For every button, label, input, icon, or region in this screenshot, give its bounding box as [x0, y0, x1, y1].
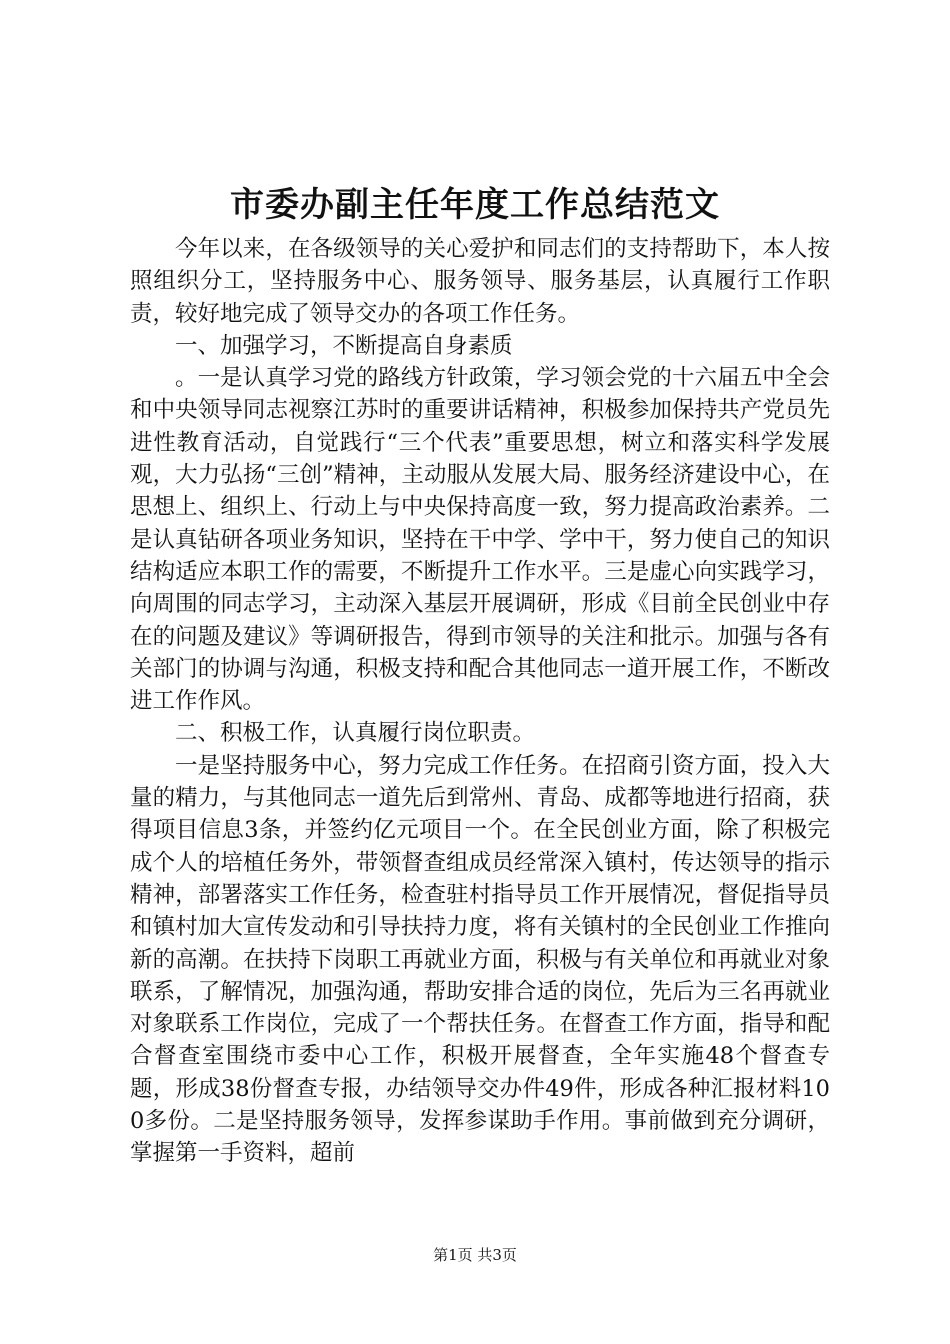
document-title: 市委办副主任年度工作总结范文 [230, 185, 720, 225]
section-heading-1: 一、加强学习，不断提高自身素质 [175, 332, 513, 359]
document-body [130, 233, 830, 1170]
paragraph-study: 。一是认真学习党的路线方针政策，学习领会党的十六届五中全会和中央领导同志视察江苏时的重要讲话精神，积极参加保持共产党员先进性教育活动，自觉践行“三个代表”重要思想，树立和落实科学发展观，大力弘扬“三创”精神，主动服从发展大局、服务经济建设中心，在思想上、组织上、行动上与中央保持高度一致，努力提高政治素养。二是认真钻研各项业务知识，坚持在干中学、学中干，努力使自己的知识结构适应本职工作的需要，不断提升工作水平。三是虚心向实践学习，向周围的同志学习，主动深入基层开展调研，形成《目前全民创业中存在的问题及建议》等调研报告，得到市领导的关注和批示。加强与各有关部门的协调与沟通，积极支持和配合其他同志一道开展工作，不断改进工作作风。 [130, 365, 830, 715]
paragraph-intro: 今年以来，在各级领导的关心爱护和同志们的支持帮助下，本人按照组织分工，坚持服务中心、服务领导、服务基层，认真履行工作职责，较好地完成了领导交办的各项工作任务。 [130, 236, 830, 327]
page-number-footer: 第1页 共3页 [433, 1246, 517, 1264]
section-heading-2: 二、积极工作，认真履行岗位职责。 [175, 720, 536, 747]
paragraph-duties: 一是坚持服务中心，努力完成工作任务。在招商引资方面，投入大量的精力，与其他同志一道先后到常州、青岛、成都等地进行招商，获得项目信息3条，并签约亿元项目一个。在全民创业方面，除了积极完成个人的培植任务外，带领督查组成员经常深入镇村，传达领导的指示精神，部署落实工作任务，检查驻村指导员工作开展情况，督促指导员和镇村加大宣传发动和引导扶持力度，将有关镇村的全民创业工作推向新的高潮。在扶持下岗职工再就业方面，积极与有关单位和再就业对象联系，了解情况，加强沟通，帮助安排合适的岗位，先后为三名再就业对象联系工作岗位，完成了一个帮扶任务。在督查工作方面，指导和配合督查室围绕市委中心工作，积极开展督查，全年实施48个督查专题，形成38份督查专报，办结领导交办件49件，形成各种汇报材料100多份。二是坚持服务领导，发挥参谋助手作用。事前做到充分调研，掌握第一手资料，超前 [130, 752, 830, 1167]
